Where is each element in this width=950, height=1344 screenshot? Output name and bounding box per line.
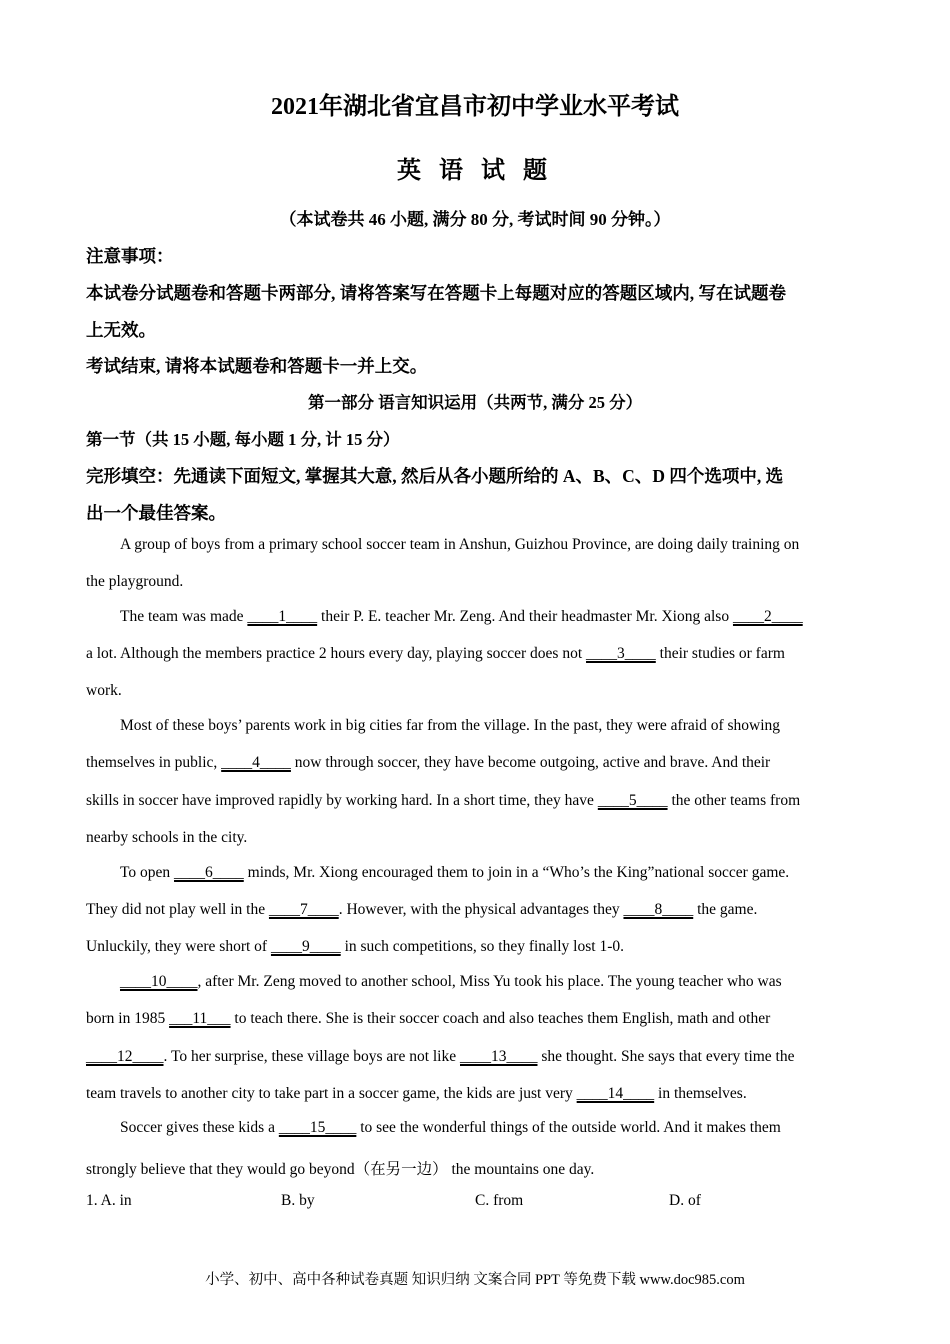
notice-line-2: 考试结束, 请将本试题卷和答题卡一并上交。: [86, 356, 428, 376]
passage-line: They did not play well in the ____7____. However, with the physical advantages they ____8____ the game.: [86, 901, 758, 918]
blank-3: ____3____: [586, 645, 656, 662]
option-a: 1. A. in: [86, 1192, 132, 1209]
passage-line: work.: [86, 682, 122, 699]
blank-13: ____13____: [460, 1048, 538, 1065]
blank-4: ____4____: [221, 754, 291, 771]
option-d: D. of: [669, 1192, 701, 1209]
passage-line: skills in soccer have improved rapidly by working hard. In a short time, they have ____5____ the other teams from: [86, 792, 801, 809]
subject-title: 英 语 试 题: [397, 158, 553, 184]
passage-line: Unluckily, they were short of ____9____ in such competitions, so they finally lost 1-0.: [86, 938, 624, 955]
passage-line: The team was made ____1____ their P. E. teacher Mr. Zeng. And their headmaster Mr. Xiong also ____2____: [120, 608, 803, 625]
instruction-line-a: 完形填空：先通读下面短文, 掌握其大意, 然后从各小题所给的 A、B、C、D 四个选项中, 选: [86, 466, 784, 486]
footer-text: 小学、初中、高中各种试卷真题 知识归纳 文案合同 PPT 等免费下载 www.doc985.com: [205, 1272, 745, 1288]
exam-title: 2021年湖北省宜昌市初中学业水平考试: [271, 94, 679, 120]
exam-note: （本试卷共 46 小题, 满分 80 分, 考试时间 90 分钟。）: [279, 210, 671, 229]
passage-line: born in 1985 ___11___ to teach there. She is their soccer coach and also teaches them English, math and other: [86, 1010, 771, 1027]
section1-heading: 第一节（共 15 小题, 每小题 1 分, 计 15 分）: [86, 430, 400, 449]
passage-line: nearby schools in the city.: [86, 829, 248, 846]
blank-7: ____7____: [268, 901, 339, 918]
passage-line: To open ____6____ minds, Mr. Xiong encouraged them to join in a “Who’s the King”national soccer game.: [120, 864, 790, 881]
notice-line-1a: 本试卷分试题卷和答题卡两部分, 请将答案写在答题卡上每题对应的答题区域内, 写在试题卷: [86, 283, 786, 303]
passage-line: Most of these boys’ parents work in big cities far from the village. In the past, they were afraid of showing: [120, 717, 781, 734]
passage-line: themselves in public, ____4____ now through soccer, they have become outgoing, active and brave. And their: [86, 754, 771, 771]
blank-6: ____6____: [174, 864, 244, 881]
passage-line: A group of boys from a primary school soccer team in Anshun, Guizhou Province, are doing daily training on: [120, 536, 800, 553]
notice-line-1b: 上无效。: [86, 320, 156, 340]
part1-heading: 第一部分 语言知识运用（共两节, 满分 25 分）: [307, 393, 643, 412]
passage-line: team travels to another city to take part in a soccer game, the kids are just very ____14____ in themselves.: [86, 1085, 747, 1102]
blank-10: ____10____: [120, 973, 198, 990]
passage-line: the playground.: [86, 573, 184, 590]
notice-heading: 注意事项：: [86, 246, 174, 266]
passage-line: ____10____, after Mr. Zeng moved to another school, Miss Yu took his place. The young teacher who was: [120, 973, 782, 990]
blank-5: ____5____: [597, 792, 668, 809]
blank-2: ____2____: [732, 608, 803, 625]
passage-line: a lot. Although the members practice 2 hours every day, playing soccer does not ____3____ their studies or farm: [86, 645, 785, 662]
passage-line: ____12____. To her surprise, these village boys are not like ____13____ she thought. She says that every time the: [86, 1048, 795, 1065]
blank-1: ____1____: [247, 608, 318, 625]
passage-line: strongly believe that they would go beyond（在另一边） the mountains one day.: [86, 1161, 595, 1178]
blank-14: ____14____: [576, 1085, 655, 1102]
option-c: C. from: [475, 1192, 524, 1209]
blank-12: ____12____: [86, 1048, 164, 1065]
passage-line: Soccer gives these kids a ____15____ to see the wonderful things of the outside world. And it makes them: [120, 1119, 781, 1136]
blank-11: ___11___: [169, 1010, 231, 1027]
blank-15: ____15____: [278, 1119, 357, 1136]
blank-8: ____8____: [623, 901, 694, 918]
instruction-line-b: 出一个最佳答案。: [86, 503, 226, 523]
blank-9: ____9____: [270, 938, 341, 955]
option-b: B. by: [281, 1192, 315, 1209]
